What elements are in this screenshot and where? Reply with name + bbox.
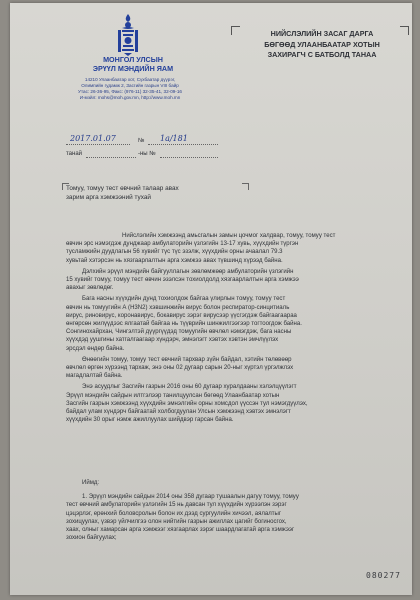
body-line: 15 хувийг томуу, томуу тест өвчин эзэлсэн тохиолдолд хязгаарлалтын арга хэмжээ bbox=[66, 277, 299, 284]
ref-date-line bbox=[86, 157, 136, 158]
date-line bbox=[66, 144, 130, 145]
body-line: хувьтай хэтэрсэн нь хязгаарлалтын арга хэмжээ авах түвшинд хүрээд байна. bbox=[66, 257, 283, 264]
list-item-line: хаах, олныг хамарсан арга хэмжээг хязгаарлах зэрэг шаардлагатай арга хэмжээг bbox=[66, 527, 295, 534]
closing-lead: Иймд: bbox=[82, 480, 100, 486]
list-item-line: 1. Эрүүл мэндийн сайдын 2014 оны 358 дугаар тушаалын дагуу томуу, томуу bbox=[82, 494, 299, 501]
handwritten-date: 2017.01.07 bbox=[70, 134, 116, 143]
body-line: Өнөөгийн томуу, томуу тест өвчний тархвар зүйн байдал, хэтийн төлөвөөр bbox=[82, 356, 292, 363]
body-line: өнгөрсөн жилүүдээс ялгаатай байгаа нь түүврийн шинжилгээгээр тогтоогдож байна. bbox=[66, 321, 302, 328]
list-item-line: зохицуулах, үзвэр үйлчилгээ олон нийтийн газрын ажиллах цагийг богиносгох, bbox=[66, 518, 287, 525]
body-line: байдал улам хүндэрч байгаатай холбогдуулан Улсын хэмжээнд хэвтэх эмнэлэгт bbox=[66, 409, 291, 416]
recipient-line: НИЙСЛЭЛИЙН ЗАСАГ ДАРГА bbox=[270, 29, 374, 38]
subject-block bbox=[66, 185, 246, 202]
body-line: тусламжийн дуудлагын 56 хувийг түс түс эзэлж, хүүхдийн орны ачаалал 79.3 bbox=[66, 249, 283, 256]
ref-label: танай bbox=[66, 151, 83, 157]
body-line: Бага насны хүүхдийн дунд тохиолдож байгаа үлирлын томуу, томуу тест bbox=[82, 296, 286, 303]
serial-number: 080277 bbox=[366, 571, 401, 580]
body-line: авахыг зөвлөдөг. bbox=[66, 285, 114, 292]
body-line: вирус, риновирус, коронавирус, бокавирус зэрэг вирусээр үүсгэгдэж байгаагаараа bbox=[66, 312, 297, 319]
soyombo-emblem-icon bbox=[113, 13, 143, 57]
letter-body bbox=[66, 229, 396, 427]
body-line: Нийслэлийн хэмжээнд амьсгалын замын цочмог халдвар, томуу, томуу тест bbox=[122, 233, 336, 239]
list-item-line: цэцэрлэг, ерөнхий боловсролын болон их дээд сургуулийн хичээл, аялалтыг bbox=[66, 510, 282, 517]
ministry-name bbox=[78, 55, 188, 73]
list-item-line: зохион байгуулах; bbox=[66, 535, 117, 542]
body-line: магадлалтай байна. bbox=[66, 373, 123, 380]
address-line: И-мэйл: mohs@moh.gov.mn, http://www.moh.mn bbox=[79, 95, 181, 100]
body-line: Засгийн газрын хэмжээнд хүүхдийн эмнэлгийн орны хомсдол үүссэн тул нэмэгдүүлэх, bbox=[66, 400, 308, 407]
ministry-address bbox=[50, 77, 210, 101]
registration-row bbox=[66, 135, 226, 147]
recipient-line: ЗАХИРАГЧ С БАТБОЛД ТАНАА bbox=[267, 50, 377, 59]
body-line: эрсдэл өндөр байна. bbox=[66, 345, 125, 352]
body-line: Эрүүл мэндийн сайдын илтгэлээр танилцуулсан бөгөөд Улаанбаатар хотын bbox=[66, 392, 280, 399]
body-line: Дэлхийн эрүүл мэндийн байгууллагын зөвлөмжөөр амбулаторийн үзлэгийн bbox=[82, 268, 294, 275]
address-line: Олимпийн гудамж 2, Засгийн газрын VIII байр bbox=[81, 83, 179, 88]
registration-row bbox=[66, 148, 226, 160]
number-line bbox=[148, 144, 218, 145]
closing-section bbox=[66, 479, 396, 542]
subject-line: зарим арга хэмжээний тухай bbox=[66, 193, 151, 201]
number-label: № bbox=[138, 138, 145, 144]
letter-page bbox=[10, 3, 412, 595]
ministry-name-line: МОНГОЛ УЛСЫН bbox=[103, 55, 163, 64]
ref-number-label: -ны № bbox=[138, 151, 156, 157]
handwritten-number: 1а/181 bbox=[160, 134, 188, 143]
body-line: Энэ асуудлыг Засгийн газрын 2016 оны 60 дугаар хуралдааны хэлэлцүүлэгт bbox=[82, 384, 297, 391]
body-line: өвчин эрс нэмэгдэж дунджаар амбулаторийн үзлэгийн 13-17 хувь, хүүхдийн түргэн bbox=[66, 241, 299, 248]
body-line: хүүхдийн 30 орыг нэмж ажиллуулах шийдвэр гарсан байна. bbox=[66, 417, 234, 424]
body-line: өвчлөл өргөн хүрээнд тархаж, энэ оны 02 дугаар сарын 20-ныг хүртэл үргэлжлэх bbox=[66, 365, 294, 372]
recipient-block bbox=[236, 29, 408, 61]
address-line: 14210 Улаанбаатар хот, Сүхбаатар дүүрэг, bbox=[84, 77, 176, 82]
subject-line: Томуу, томуу тест өвчний талаар авах bbox=[66, 185, 179, 192]
address-line: Утас: 26-36-95, Факс: (976-11) 32-35-41, 32-09-16 bbox=[78, 89, 182, 94]
list-item-line: тест өвчний амбулаторийн үзлэгийн 15 нь давсан тул хүүхдийн хүрээлэн зэрэг bbox=[66, 502, 287, 509]
body-line: хүүхдэд уушгины хатгалгаагаар хүндэрч, эмнэлэгт хэвтэх хэвтэн эмчлүүлэх bbox=[66, 337, 279, 344]
body-line: өвчин нь томуугийн А (H3N2) хэвшинжийн вирус болон респиратор-синцитиаль bbox=[66, 304, 290, 311]
body-line: Сонгинохайрхан, Чингэлтэй дүүргүүдэд томуугийн өвчлөл нэмэгдэж, бага насны bbox=[66, 329, 292, 336]
ministry-name-line: ЭРҮҮЛ МЭНДИЙН ЯАМ bbox=[92, 64, 174, 73]
ref-number-line bbox=[160, 157, 218, 158]
recipient-line: БӨГӨӨД УЛААНБААТАР ХОТЫН bbox=[264, 39, 380, 49]
